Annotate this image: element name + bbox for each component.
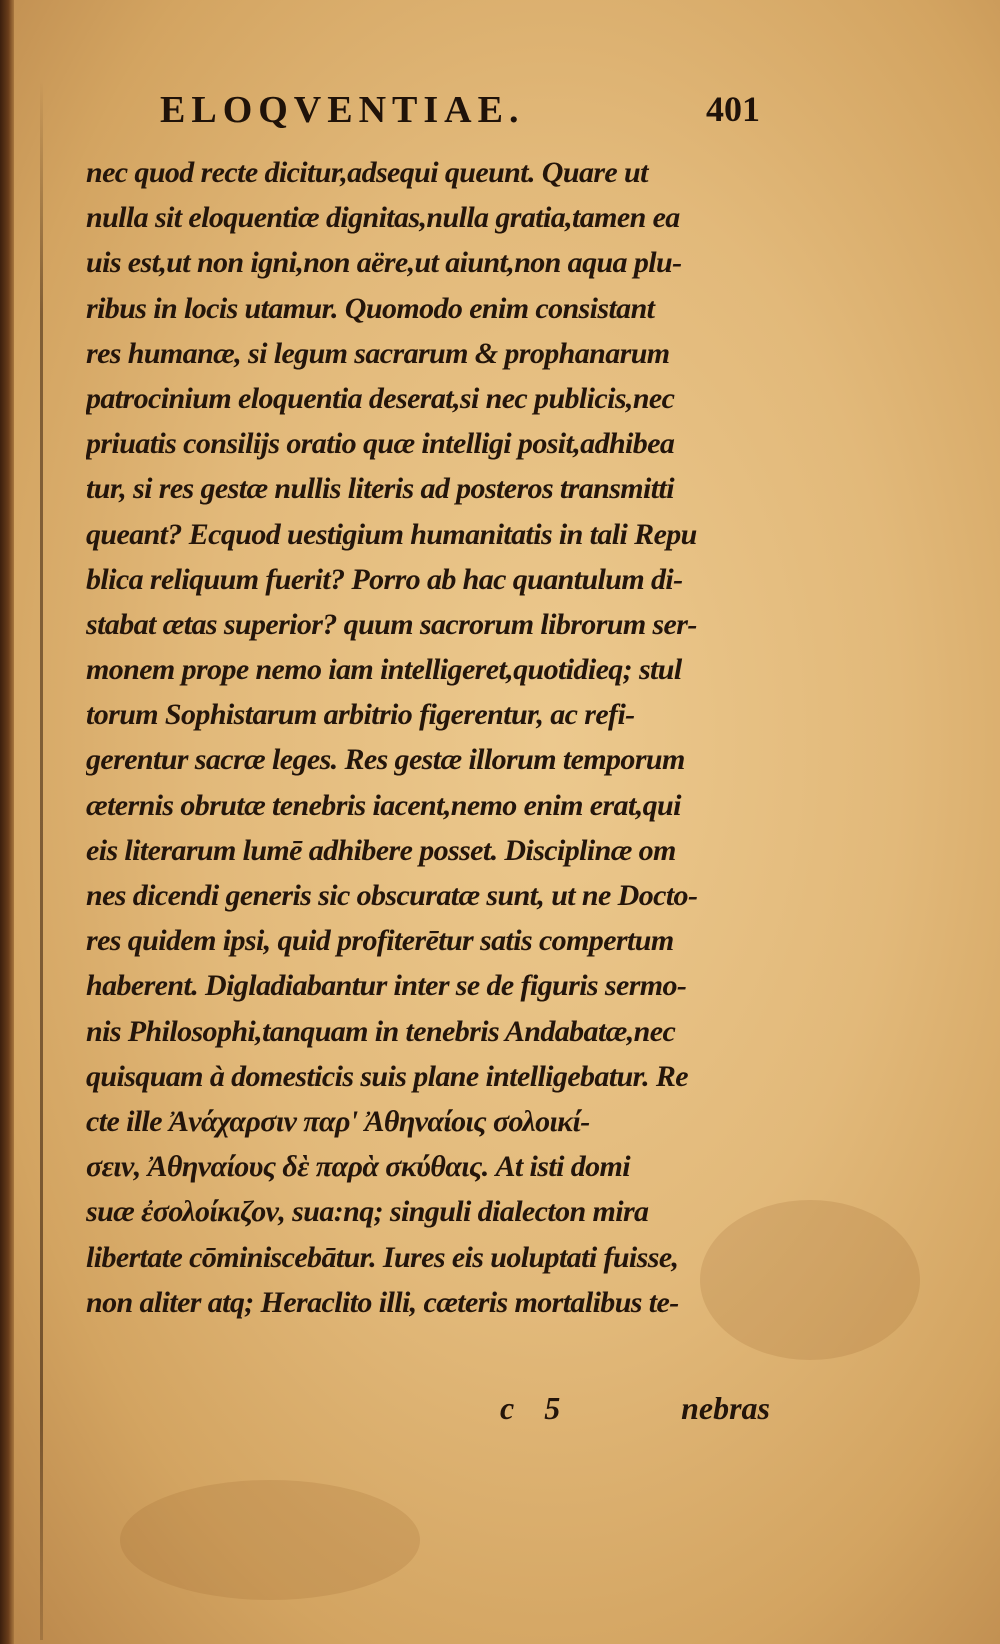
text-line: queant? Ecquod uestigium humanitatis in tali Repu (86, 517, 697, 551)
text-line: uis est,ut non igni,non aëre,ut aiunt,non aqua plu- (86, 246, 682, 280)
running-title: ELOQVENTIAE. (160, 89, 525, 131)
text-line: monem prope nemo iam intelligeret,quotidieq; stul (86, 653, 682, 687)
gutter-shadow (40, 80, 43, 1640)
text-line: ribus in locis utamur. Quomodo enim consistant (86, 291, 655, 325)
text-line: gerentur sacræ leges. Res gestæ illorum temporum (86, 743, 685, 777)
text-line: suæ ἐσολοίκιζον, sua:nq; singuli dialecton mira (86, 1195, 649, 1229)
text-line: torum Sophistarum arbitrio figerentur, ac refi- (86, 698, 635, 732)
text-line: nec quod recte dicitur,adsequi queunt. Quare ut (86, 156, 648, 189)
text-line: eis literarum lumē adhibere posset. Disciplinæ om (86, 833, 676, 867)
page-header (160, 88, 760, 138)
text-line: haberent. Digladiabantur inter se de figuris sermo- (86, 969, 687, 1003)
text-line: tur, si res gestæ nullis literis ad posteros transmitti (86, 472, 674, 506)
text-line: nulla sit eloquentiæ dignitas,nulla gratia,tamen ea (86, 201, 680, 235)
text-line: quisquam à domesticis suis plane intelligebatur. Re (86, 1059, 688, 1093)
text-line: res quidem ipsi, quid profiterētur satis compertum (86, 924, 674, 958)
text-line: blica reliquum fuerit? Porro ab hac quantulum di- (86, 562, 683, 596)
page-number: 401 (706, 89, 760, 129)
text-line: non aliter atq; Heraclito illi, cæteris mortalibus te- (86, 1285, 679, 1319)
catchword: nebras (681, 1390, 770, 1426)
text-line: cte ille Ἀνάχαρσιν παρ' Ἀθηναίοις σολοικί- (86, 1104, 590, 1138)
text-line: patrocinium eloquentia deserat,si nec publicis,nec (86, 381, 675, 415)
text-line: σειν, Ἀθηναίους δὲ παρὰ σκύθαις. At isti domi (86, 1150, 631, 1184)
paper-stain (120, 1480, 420, 1600)
text-line: res humanæ, si legum sacrarum & prophanarum (86, 336, 670, 370)
text-line: priuatis consilijs oratio quæ intelligi posit,adhibea (86, 427, 675, 461)
text-line: stabat ætas superior? quum sacrorum librorum ser- (86, 607, 697, 641)
signature-mark: c 5 (500, 1390, 561, 1426)
book-spine (0, 0, 14, 1644)
text-line: nis Philosophi,tanquam in tenebris Andabatæ,nec (86, 1014, 676, 1048)
text-line: libertate cōminiscebātur. Iures eis uoluptati fuisse, (86, 1240, 679, 1274)
page-footer (500, 1390, 770, 1434)
text-line: nes dicendi generis sic obscuratæ sunt, ut ne Docto- (86, 879, 698, 912)
text-line: æternis obrutæ tenebris iacent,nemo enim erat,qui (86, 788, 681, 822)
body-text (86, 150, 766, 1325)
